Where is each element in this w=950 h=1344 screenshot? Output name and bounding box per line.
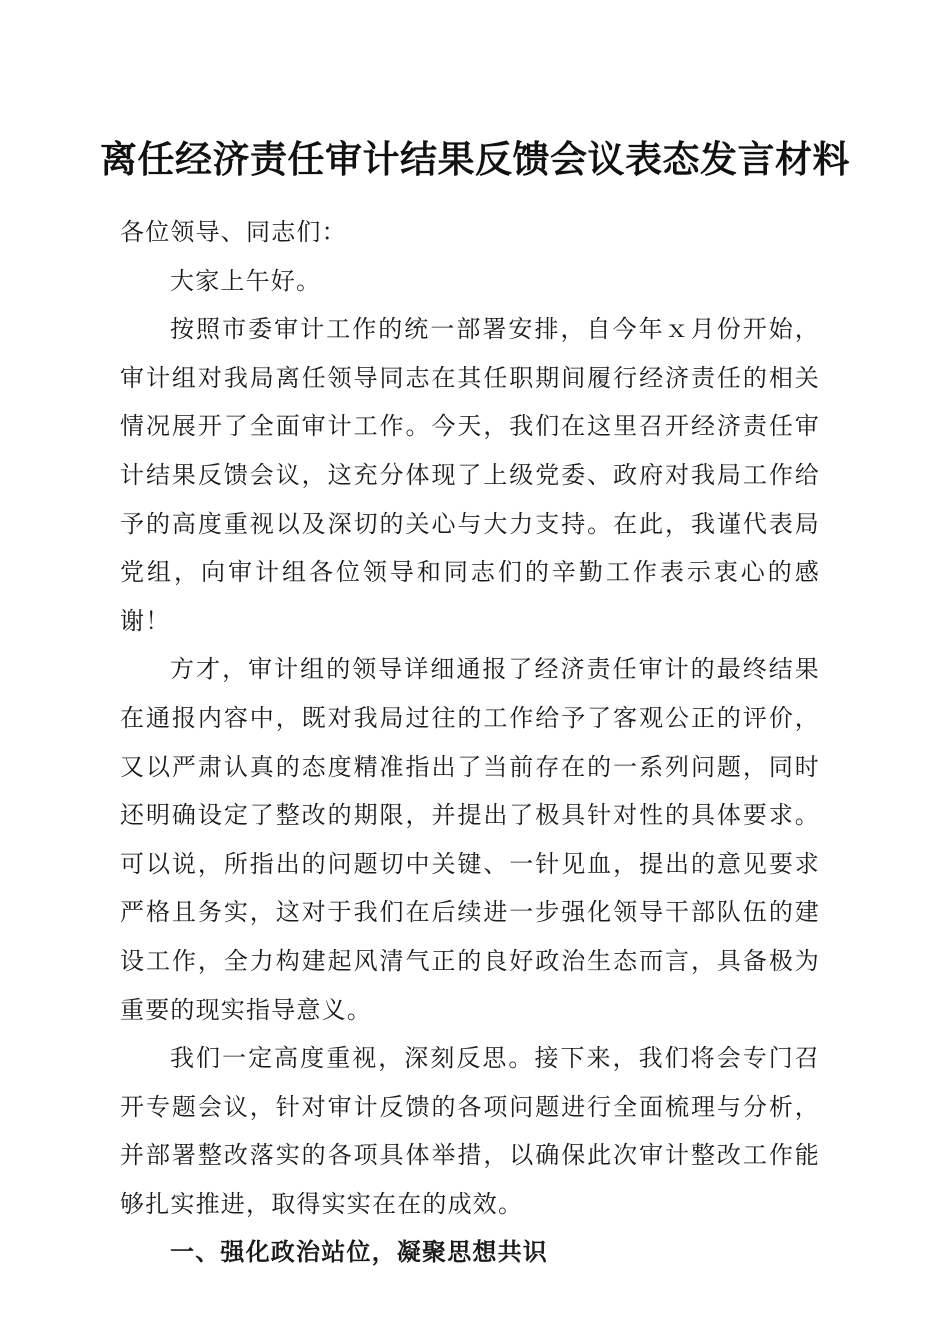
- salutation: 各位领导、同志们：: [120, 218, 347, 246]
- paragraph: 按照市委审计工作的统一部署安排，自今年ｘ月份开始，审计组对我局离任领导同志在其任职期间履行经济责任的相关情况展开了全面审计工作。今天，我们在这里召开经济责任审计结果反馈会议，这充分体现了上级党委、政府对我局工作给予的高度重视以及深切的关心与大力支持。在此，我谨代表局党组，向审计组各位领导和同志们的辛勤工作表示衷心的感谢！: [120, 315, 820, 635]
- document-title: 离任经济责任审计结果反馈会议表态发言材料: [100, 138, 850, 181]
- paragraph: 我们一定高度重视，深刻反思。接下来，我们将会专门召开专题会议，针对审计反馈的各项问题进行全面梳理与分析，并部署整改落实的各项具体举措，以确保此次审计整改工作能够扎实推进，取得实实在在的成效。: [120, 1044, 820, 1218]
- paragraph: 方才，审计组的领导详细通报了经济责任审计的最终结果在通报内容中，既对我局过往的工作给予了客观公正的评价，又以严肃认真的态度精准指出了当前存在的一系列问题，同时还明确设定了整改的期限，并提出了极具针对性的具体要求。可以说，所指出的问题切中关键、一针见血，提出的意见要求严格且务实，这对于我们在后续进一步强化领导干部队伍的建设工作，全力构建起风清气正的良好政治生态而言，具备极为重要的现实指导意义。: [120, 655, 820, 1024]
- greeting: 大家上午好。: [170, 266, 322, 295]
- section-heading: 一、强化政治站位，凝聚思想共识: [170, 1238, 548, 1267]
- document-body: [120, 208, 820, 1277]
